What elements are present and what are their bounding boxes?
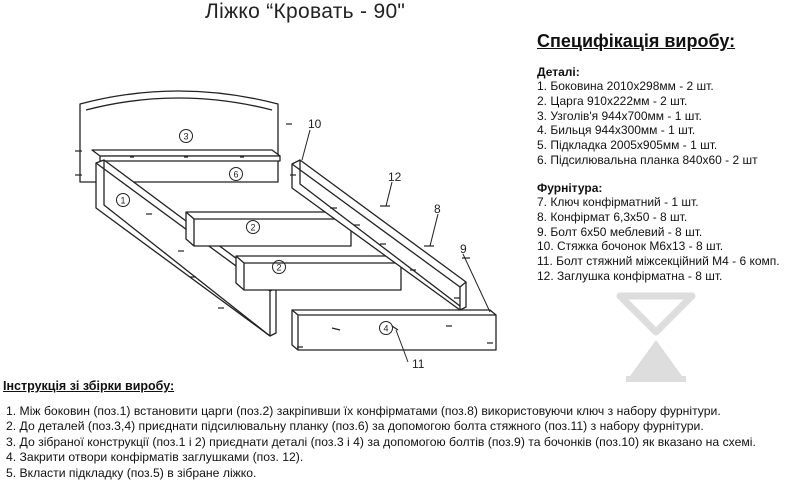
footboard-panel: [292, 310, 496, 350]
detail-item: 4. Бильця 944х300мм - 1 шт.: [537, 123, 696, 138]
instruction-step: 3. До зібраної конструкції (поз.1 і 2) приєднати деталі (поз.3 і 4) за допомогою болтів (поз.9) та бочонків (поз.10) як вказано на схемі.: [6, 434, 756, 449]
hardware-item: 10. Стяжка бочонок М6х13 - 8 шт.: [537, 239, 724, 254]
callout-3: 3: [183, 131, 189, 142]
hardware-item: 8. Конфірмат 6,3х50 - 8 шт.: [537, 209, 688, 224]
callout-12: 12: [388, 170, 402, 184]
hardware-label: Фурнітура:: [537, 181, 603, 195]
rail-lower: [236, 256, 401, 290]
detail-item: 2. Царга 910х222мм - 2 шт.: [537, 93, 688, 108]
instruction-step: 5. Вкласти підкладку (поз.5) в зібране ліжко.: [6, 465, 257, 480]
callout-8: 8: [434, 202, 441, 216]
details-label: Деталі:: [537, 65, 580, 79]
callout-10: 10: [308, 117, 322, 131]
hardware-list: [537, 195, 780, 284]
side-panel-left: [96, 160, 276, 336]
hardware-item: 12. Заглушка конфірматна - 8 шт.: [537, 268, 723, 283]
instructions-heading: Інструкція зі збірки виробу:: [3, 379, 175, 393]
callout-9: 9: [460, 242, 467, 256]
detail-item: 6. Підсилювальна планка 840х60 - 2 шт: [537, 152, 758, 167]
callout-2: 2: [276, 262, 282, 273]
instruction-step: 1. Між боковин (поз.1) встановити царги (поз.2) закріпивши їх конфірматами (поз.8) використовуючи ключ з набору фурнітури.: [6, 404, 721, 418]
instruction-step: 2. До деталей (поз.3,4) приєднати підсилювальну планку (поз.6) за допомогою болта стяжного (поз.11) з набору фурнітури.: [6, 419, 704, 434]
detail-item: 3. Узголів'я 944х700мм - 1 шт.: [537, 108, 702, 123]
callout-11: 11: [412, 357, 425, 371]
spec-heading: Специфікація виробу:: [537, 31, 736, 51]
instructions-list: [6, 404, 756, 481]
reinforcement-strip: [92, 150, 280, 156]
hardware-item: 7. Ключ конфірматний - 1 шт.: [537, 195, 699, 209]
detail-item: 5. Підкладка 2005х905мм - 1 шт.: [537, 138, 718, 153]
page-title: Ліжко “Кровать - 90": [205, 0, 406, 23]
callout-4: 4: [383, 323, 389, 334]
hardware-item: 9. Болт 6х50 меблевий - 8 шт.: [537, 224, 703, 239]
hardware-item: 11. Болт стяжний міжсекційний М4 - 6 комп.: [537, 254, 780, 269]
rail-upper: [186, 212, 351, 246]
callout-2: 2: [250, 222, 256, 233]
callout-1: 1: [120, 195, 126, 206]
details-list: [537, 79, 758, 168]
instruction-step: 4. Закрити отвори конфірматів заглушками (поз. 12).: [6, 450, 304, 465]
detail-item: 1. Боковина 2010х298мм - 2 шт.: [537, 79, 714, 93]
watermark-icon: [612, 288, 700, 388]
callout-6: 6: [233, 169, 239, 180]
